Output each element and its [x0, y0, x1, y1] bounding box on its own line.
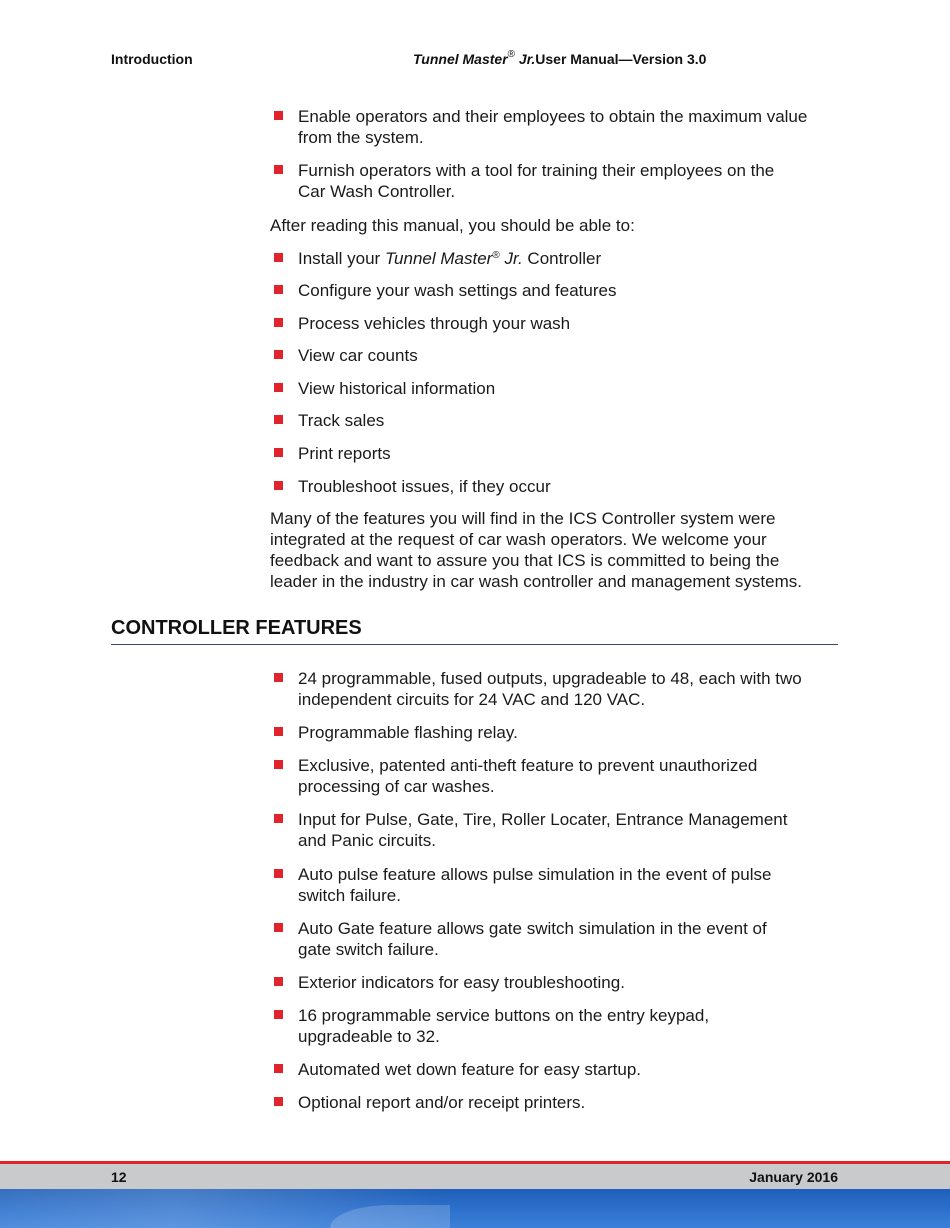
- header-manual-version: User Manual—Version 3.0: [535, 51, 707, 67]
- bullet-text: Track sales: [298, 411, 385, 430]
- bullet-text: switch failure.: [298, 886, 401, 905]
- bullet-text: Exterior indicators for easy troubleshooting.: [298, 973, 625, 992]
- bullet-text: View car counts: [298, 346, 418, 365]
- bullet-text: upgradeable to 32.: [298, 1027, 440, 1046]
- red-square-bullet-icon: [274, 111, 283, 120]
- bullet-text: 16 programmable service buttons on the entry keypad,: [298, 1006, 710, 1025]
- bullet-text: Troubleshoot issues, if they occur: [298, 477, 551, 496]
- red-square-bullet-icon: [274, 1064, 283, 1073]
- bullet-text: Automated wet down feature for easy startup.: [298, 1060, 642, 1079]
- bullet-text: independent circuits for 24 VAC and 120 VAC.: [298, 690, 646, 709]
- red-square-bullet-icon: [274, 1010, 283, 1019]
- bullet-text: Auto Gate feature allows gate switch simulation in the event of: [298, 919, 767, 938]
- red-square-bullet-icon: [274, 285, 283, 294]
- bullet-text: Input for Pulse, Gate, Tire, Roller Locater, Entrance Management: [298, 810, 788, 829]
- red-square-bullet-icon: [274, 253, 283, 262]
- red-square-bullet-icon: [274, 814, 283, 823]
- bullet-text: gate switch failure.: [298, 940, 439, 959]
- red-square-bullet-icon: [274, 760, 283, 769]
- bullet-text: Exclusive, patented anti-theft feature to prevent unauthorized: [298, 756, 758, 775]
- footer-date: January 2016: [749, 1169, 838, 1185]
- header-product-name: Tunnel Master: [413, 51, 508, 67]
- closing-paragraph: Many of the features you will find in the ICS Controller system were integrated at the request of car wash operators. We welcome your feedback and want to assure you that ICS is committed to being the leader in the industry in car wash controller and management systems.: [270, 509, 802, 591]
- bullet-text: Car Wash Controller.: [298, 182, 456, 201]
- header-product-jr: Jr.: [518, 51, 536, 67]
- red-square-bullet-icon: [274, 481, 283, 490]
- red-square-bullet-icon: [274, 923, 283, 932]
- red-square-bullet-icon: [274, 448, 283, 457]
- bullet-text: processing of car washes.: [298, 777, 495, 796]
- red-square-bullet-icon: [274, 350, 283, 359]
- red-square-bullet-icon: [274, 673, 283, 682]
- bullet-text: Configure your wash settings and features: [298, 281, 617, 300]
- red-square-bullet-icon: [274, 977, 283, 986]
- after-reading-text: After reading this manual, you should be able to:: [270, 216, 635, 235]
- bullet-text: Print reports: [298, 444, 391, 463]
- product-jr: Jr.: [499, 249, 523, 268]
- registered-mark: ®: [492, 250, 500, 261]
- product-name: Tunnel Master: [384, 249, 493, 268]
- red-square-bullet-icon: [274, 727, 283, 736]
- footer-blue-banner: [0, 1189, 950, 1228]
- red-square-bullet-icon: [274, 415, 283, 424]
- red-square-bullet-icon: [274, 1097, 283, 1106]
- bullet-text: Install your Tunnel Master® Jr. Controller: [298, 249, 602, 268]
- bullet-text: Enable operators and their employees to obtain the maximum value: [298, 107, 808, 126]
- bullet-text: from the system.: [298, 128, 424, 147]
- bullet-text: Furnish operators with a tool for training their employees on the: [298, 161, 775, 180]
- page-number: 12: [111, 1169, 127, 1185]
- red-square-bullet-icon: [274, 165, 283, 174]
- red-square-bullet-icon: [274, 383, 283, 392]
- bullet-text: Process vehicles through your wash: [298, 314, 571, 333]
- bullet-text: Programmable flashing relay.: [298, 723, 518, 742]
- header-section-label: Introduction: [111, 51, 193, 67]
- red-square-bullet-icon: [274, 318, 283, 327]
- bullet-text: 24 programmable, fused outputs, upgradeable to 48, each with two: [298, 669, 802, 688]
- bullet-text: Optional report and/or receipt printers.: [298, 1093, 586, 1112]
- header-registered-mark: ®: [507, 49, 516, 60]
- header-title: [413, 51, 706, 67]
- bullet-text: and Panic circuits.: [298, 831, 436, 850]
- bullet-text: View historical information: [298, 379, 496, 398]
- bullet-text: Auto pulse feature allows pulse simulation in the event of pulse: [298, 865, 772, 884]
- section-divider: [111, 644, 838, 645]
- red-square-bullet-icon: [274, 869, 283, 878]
- section-heading: CONTROLLER FEATURES: [111, 617, 362, 639]
